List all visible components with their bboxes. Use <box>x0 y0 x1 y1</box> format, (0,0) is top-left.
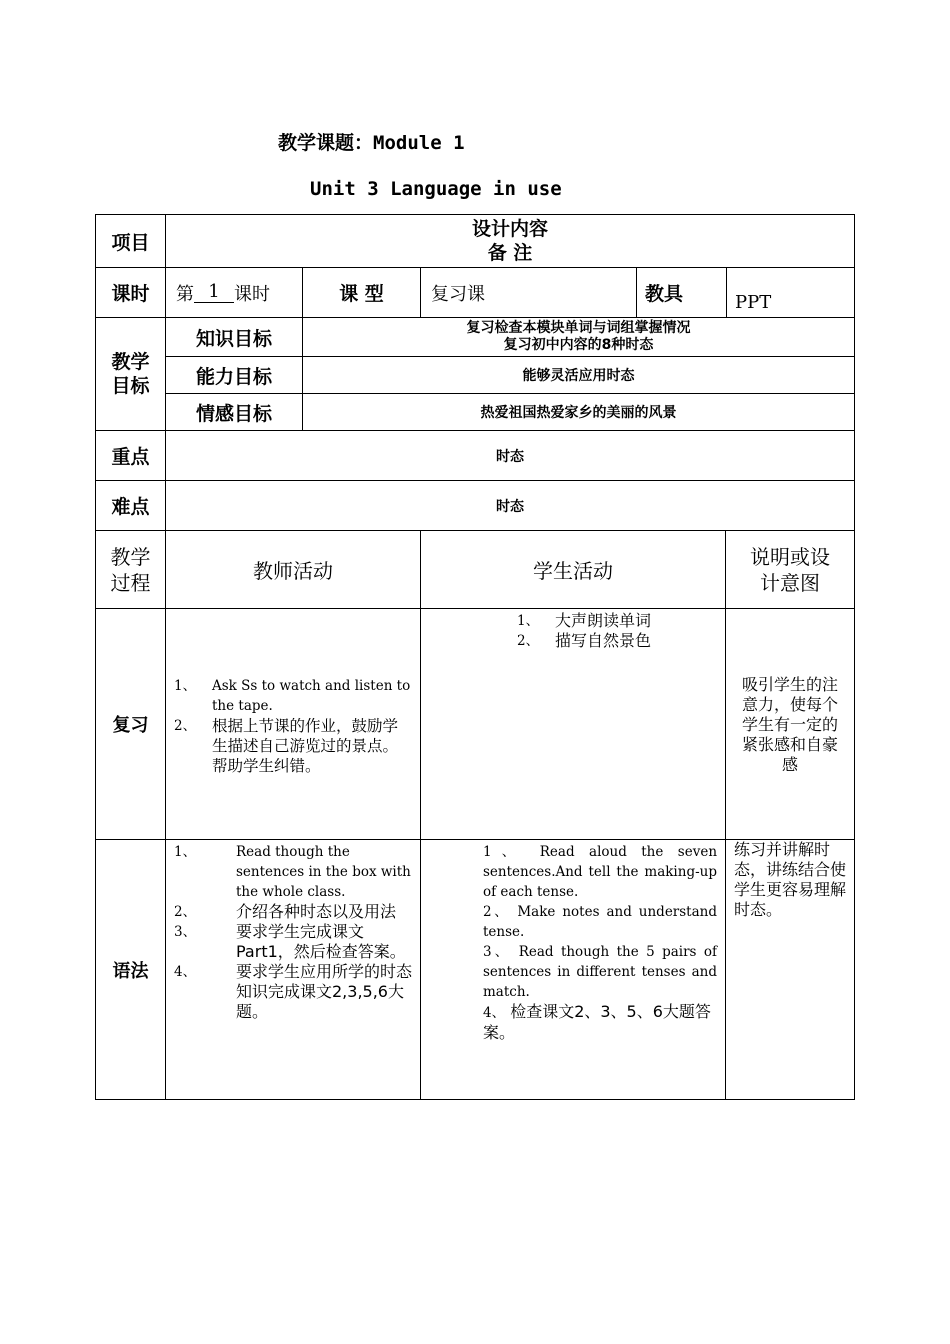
emotion-label-cell <box>165 393 303 431</box>
item-text: 根据上节课的作业，鼓励学生描述自己游览过的景点。帮助学生纠错。 <box>212 717 399 775</box>
item-text: Make notes and understand tense. <box>483 904 717 940</box>
item-text: Read though the sentences in the box with the whole class. <box>236 844 411 900</box>
item-text: Read aloud the seven sentences.And tell the making-up of each tense. <box>483 844 718 900</box>
ability-value: 能够灵活应用时态 <box>522 368 635 384</box>
period-prefix: 第 <box>176 283 194 305</box>
list-item <box>174 842 412 902</box>
item-text: Read though the 5 pairs of sentences in different tenses and match. <box>483 944 718 1000</box>
knowledge-value-cell <box>302 317 855 357</box>
key-point-label-cell <box>95 430 166 481</box>
goals-label: 教学目标 <box>111 351 150 397</box>
ability-label-cell <box>165 356 303 394</box>
review-label: 复习 <box>112 715 149 736</box>
item-number: 3、 <box>483 944 512 960</box>
item-number: 4、 <box>483 1005 506 1021</box>
item-number: 1、 <box>483 844 526 860</box>
review-teacher-cell <box>165 608 421 840</box>
grammar-teacher-cell <box>165 839 421 1100</box>
list-item <box>517 611 717 631</box>
grammar-notes: 练习并讲解时态，讲练结合使学生更容易理解时态。 <box>734 840 847 919</box>
type-label-cell <box>302 267 421 318</box>
design-header-cell <box>165 214 855 268</box>
item-number: 2、 <box>174 718 197 734</box>
list-item <box>483 902 717 942</box>
notes-label: 说明或设计意图 <box>750 544 830 595</box>
ability-label: 能力目标 <box>195 365 272 388</box>
list-item <box>174 902 412 922</box>
type-value-cell <box>420 267 637 318</box>
item-number: 1、 <box>174 844 197 860</box>
item-text: 要求学生完成课文Part1，然后检查答案。 <box>236 922 406 961</box>
goals-label-cell <box>95 317 166 431</box>
list-item <box>483 1002 717 1043</box>
type-value: 复习课 <box>431 283 485 305</box>
key-point-value: 时态 <box>496 448 524 465</box>
tools-label-cell <box>636 267 727 318</box>
process-label: 教学过程 <box>110 544 151 595</box>
difficult-point-label: 难点 <box>111 496 150 518</box>
list-item <box>174 962 412 1022</box>
list-item <box>174 676 412 716</box>
list-item <box>174 716 412 776</box>
period-number: 1 <box>194 282 234 303</box>
design-label: 设计内容 <box>471 218 548 240</box>
knowledge-line1: 复习检查本模块单词与词组掌握情况 <box>466 320 691 336</box>
item-text: Ask Ss to watch and listen to the tape. <box>212 678 411 714</box>
list-item <box>174 922 412 962</box>
knowledge-label-cell <box>165 317 303 357</box>
grammar-label: 语法 <box>112 960 149 982</box>
item-text: 大声朗读单词 <box>555 611 652 630</box>
lesson-title: 教学课题：Module 1 <box>278 132 465 154</box>
item-number: 4、 <box>174 964 197 980</box>
teacher-header-cell <box>165 530 421 609</box>
ability-value-cell <box>302 356 855 394</box>
item-number: 2、 <box>517 633 540 649</box>
period-suffix: 课时 <box>234 283 270 305</box>
item-text: 介绍各种时态以及用法 <box>236 902 397 921</box>
student-activity-label: 学生活动 <box>533 559 613 583</box>
knowledge-line2: 复习初中内容的8种时态 <box>503 337 654 353</box>
lesson-subtitle: Unit 3 Language in use <box>310 178 562 200</box>
notes-header-cell <box>725 530 855 609</box>
grammar-label-cell <box>95 839 166 1100</box>
remark-label: 备 注 <box>487 242 533 264</box>
item-label-cell <box>95 214 166 268</box>
review-label-cell <box>95 608 166 840</box>
review-notes-cell <box>725 608 855 840</box>
difficult-point-value: 时态 <box>496 498 524 515</box>
item-number: 1、 <box>174 678 197 694</box>
difficult-point-label-cell <box>95 480 166 531</box>
grammar-notes-cell <box>725 839 855 1100</box>
knowledge-label: 知识目标 <box>195 327 272 350</box>
period-label-cell <box>95 267 166 318</box>
key-point-label: 重点 <box>111 446 150 468</box>
tools-label: 教具 <box>645 283 684 305</box>
item-label: 项目 <box>111 231 150 254</box>
list-item <box>483 942 717 1002</box>
item-text: 描写自然景色 <box>555 631 652 650</box>
period-value-cell <box>165 267 303 318</box>
item-text: 检查课文2、3、5、6大题答案。 <box>483 1002 711 1042</box>
tools-value: PPT <box>735 292 772 313</box>
teacher-activity-label: 教师活动 <box>253 559 333 583</box>
emotion-value-cell <box>302 393 855 431</box>
tools-value-cell <box>726 267 855 318</box>
key-point-value-cell <box>165 430 855 481</box>
period-label: 课时 <box>111 283 150 305</box>
item-number: 2、 <box>174 904 197 920</box>
item-text: 要求学生应用所学的时态知识完成课文2,3,5,6大题。 <box>236 962 413 1021</box>
process-label-cell <box>95 530 166 609</box>
student-header-cell <box>420 530 726 609</box>
type-label: 课 型 <box>339 283 384 305</box>
review-student-cell <box>420 608 726 840</box>
item-number: 1、 <box>517 613 540 629</box>
review-notes: 吸引学生的注意力，使每个学生有一定的紧张感和自豪感 <box>741 675 838 774</box>
item-number: 2、 <box>483 904 511 920</box>
grammar-student-cell <box>420 839 726 1100</box>
item-number: 3、 <box>174 924 197 940</box>
list-item <box>483 842 717 902</box>
difficult-point-value-cell <box>165 480 855 531</box>
list-item <box>517 631 717 651</box>
emotion-value: 热爱祖国热爱家乡的美丽的风景 <box>480 405 677 421</box>
emotion-label: 情感目标 <box>195 402 272 425</box>
